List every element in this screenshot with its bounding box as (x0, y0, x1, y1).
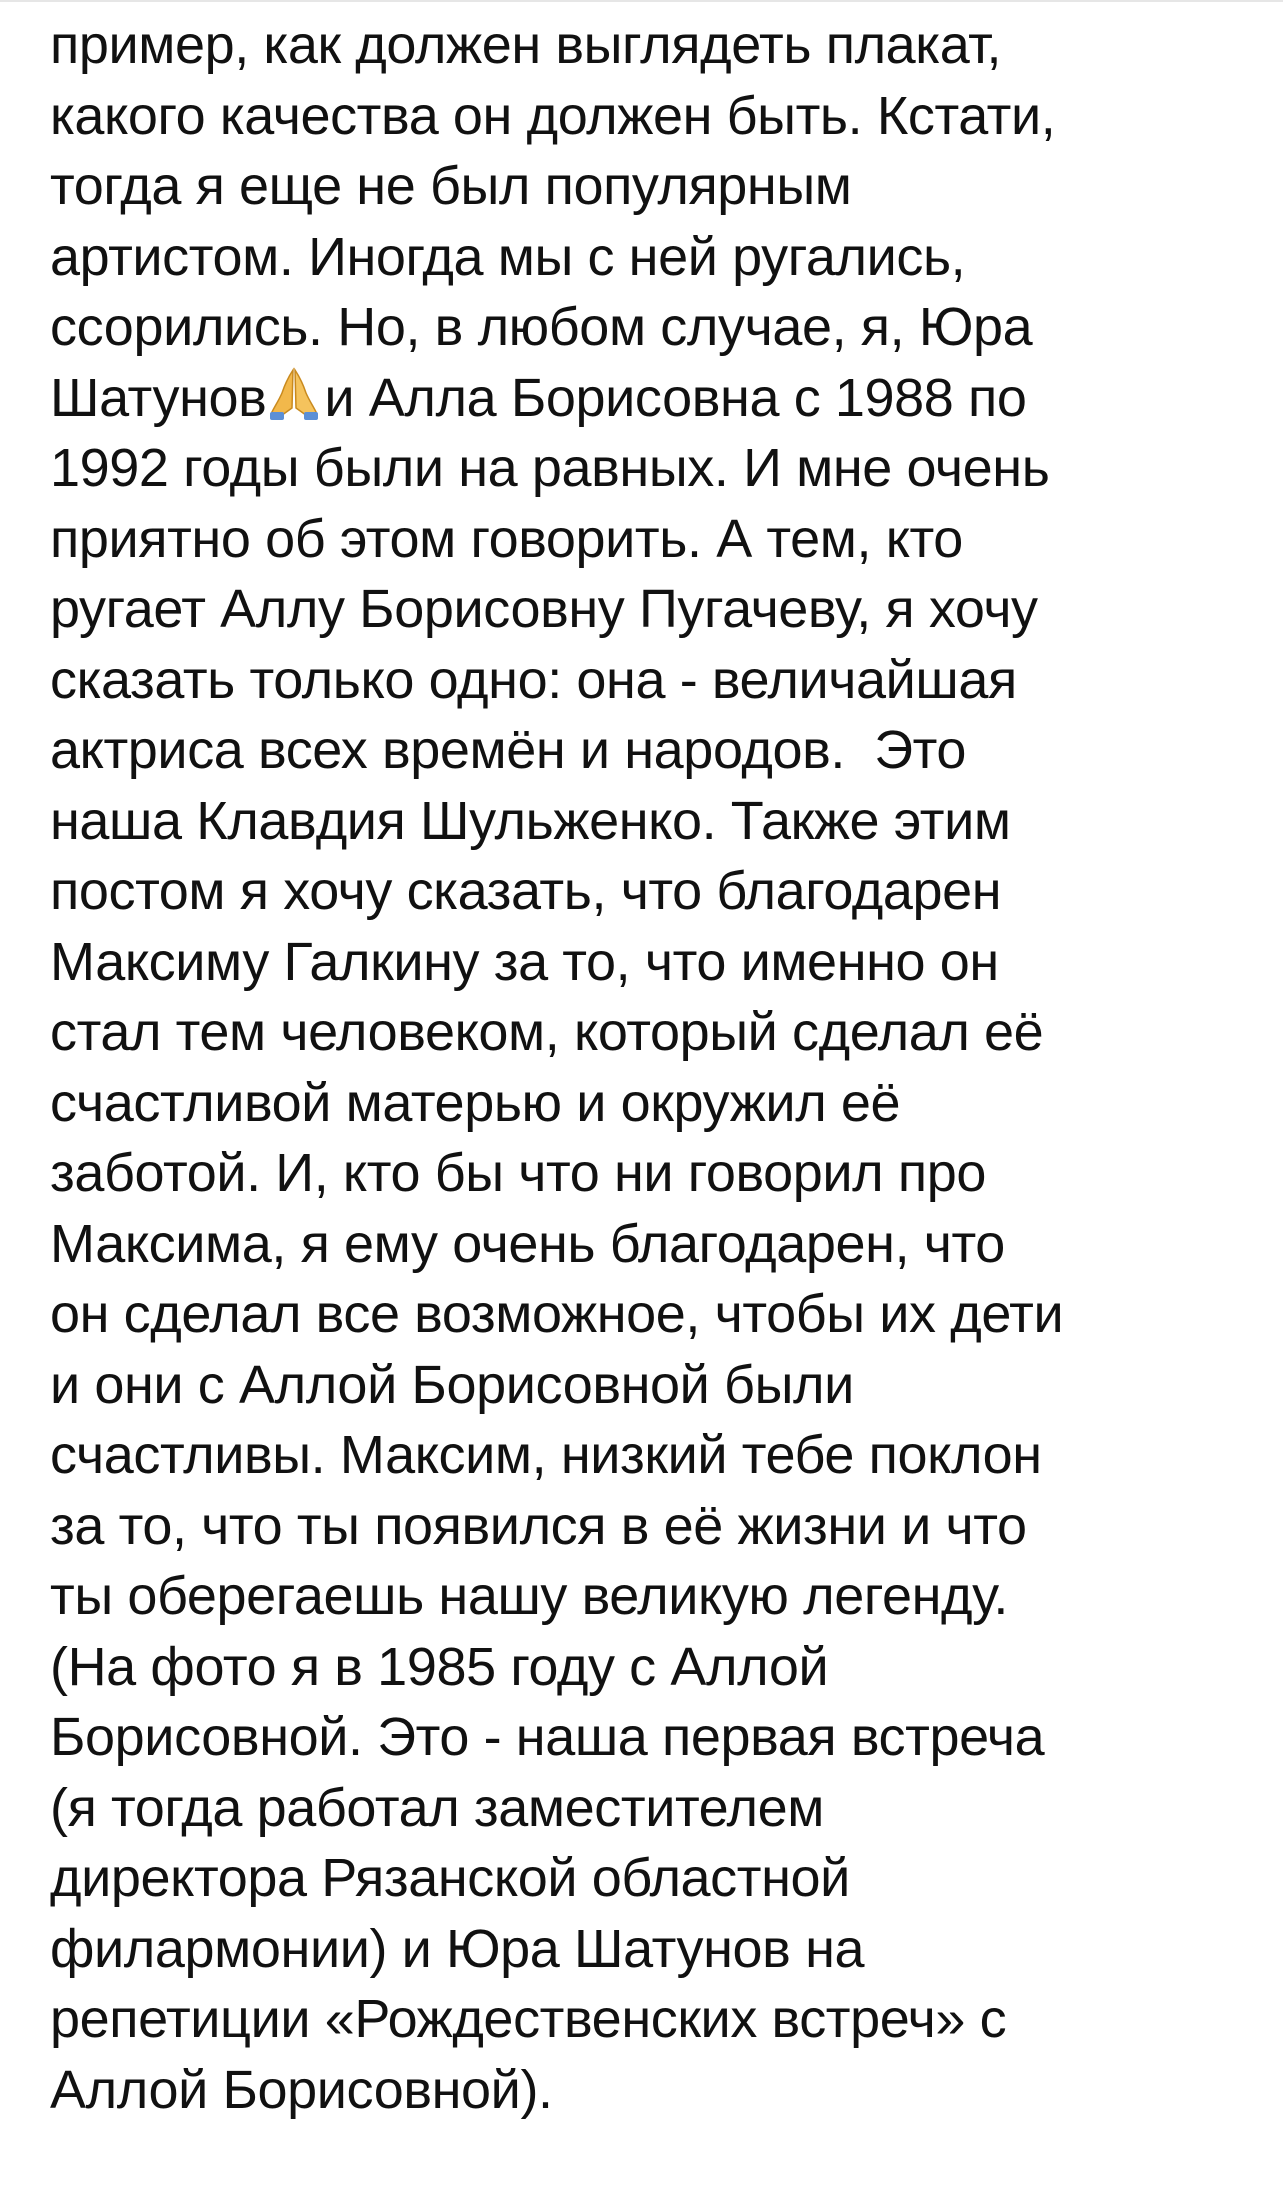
text-line: за то, что ты появился в её жизни и что (50, 1495, 1027, 1556)
text-line: Максима, я ему очень благодарен, что (50, 1213, 1005, 1274)
text-fragment: и Алла Борисовна с 1988 по (324, 367, 1027, 428)
text-line: постом я хочу сказать, что благодарен (50, 861, 1002, 921)
text-line: ссорились. Но, в любом случае, я, Юра (50, 297, 1033, 357)
text-line: пример, как должен выглядеть плакат, (50, 15, 1002, 75)
praying-hands-icon (268, 366, 320, 440)
text-line: счастливы. Максим, низкий тебе поклон (50, 1425, 1042, 1485)
text-line: заботой. И, кто бы что ни говорил про (50, 1143, 987, 1203)
text-line: счастливой матерью и окружил её (50, 1072, 901, 1133)
text-line: приятно об этом говорить. А тем, кто (50, 508, 963, 569)
text-line: репетиции «Рождественских встреч» с (50, 1989, 1007, 2049)
text-fragment: Шатунов (50, 367, 267, 428)
text-line: Аллой Борисовной). (50, 2059, 553, 2120)
text-line: какого качества он должен быть. Кстати, (50, 85, 1056, 146)
text-line: Максиму Галкину за то, что именно он (50, 931, 999, 992)
text-line: ругает Аллу Борисовну Пугачеву, я хочу (50, 579, 1038, 639)
text-line: актриса всех времён и народов. Это (50, 720, 966, 780)
text-line: стал тем человеком, который сделал её (50, 1002, 1044, 1062)
text-line: филармонии) и Юра Шатунов на (50, 1918, 865, 1979)
text-line: наша Клавдия Шульженко. Также этим (50, 790, 1011, 851)
text-line: (На фото я в 1985 году с Аллой (50, 1636, 829, 1697)
text-line: ты оберегаешь нашу великую легенду. (50, 1566, 1008, 1626)
text-line: и они с Аллой Борисовной были (50, 1354, 854, 1415)
text-line: сказать только одно: она - величайшая (50, 649, 1017, 710)
text-line: директора Рязанской областной (50, 1848, 850, 1908)
text-line: (я тогда работал заместителем (50, 1777, 824, 1838)
text-line: 1992 годы были на равных. И мне очень (50, 438, 1050, 498)
text-line: тогда я еще не был популярным (50, 156, 852, 216)
text-line: артистом. Иногда мы с ней ругались, (50, 226, 966, 287)
post-text (50, 10, 1265, 2125)
top-divider (0, 0, 1283, 2)
text-line: Борисовной. Это - наша первая встреча (50, 1707, 1045, 1767)
text-line: он сделал все возможное, чтобы их дети (50, 1284, 1064, 1344)
text-line-with-emoji (50, 363, 1265, 434)
